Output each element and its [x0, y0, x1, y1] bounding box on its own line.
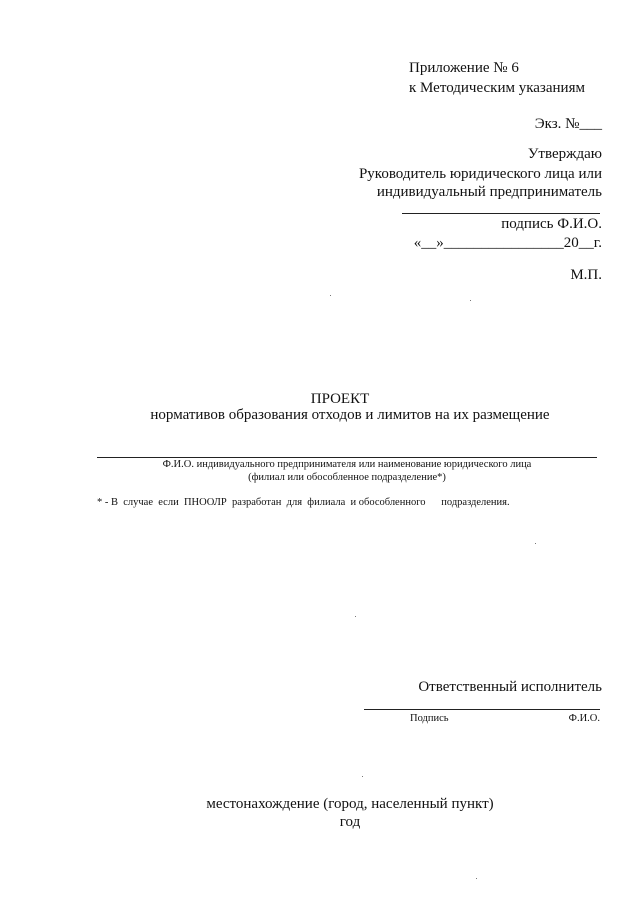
head-title-line1: Руководитель юридического лица или [358, 166, 602, 182]
executor-signature-line [364, 709, 600, 710]
scan-speck [535, 543, 536, 544]
seal-mark: М.П. [570, 267, 602, 283]
location-caption: местонахождение (город, населенный пункт) [206, 796, 494, 812]
scan-speck [330, 295, 331, 296]
appendix-reference: к Методическим указаниям [409, 80, 585, 96]
scan-speck [470, 300, 471, 301]
footnote: * - В случае если ПНООЛР разработан для филиала и обособленного подразделения. [97, 497, 510, 508]
scan-speck [355, 616, 356, 617]
executor-title: Ответственный исполнитель [418, 679, 602, 695]
entity-subcaption: (филиал или обособленное подразделение*) [248, 472, 446, 483]
appendix-number: Приложение № 6 [409, 60, 519, 76]
executor-name-label: Ф.И.О. [568, 713, 600, 724]
document-title: ПРОЕКТ [310, 391, 370, 407]
entity-caption: Ф.И.О. индивидуального предпринимателя или наименование юридического лица [162, 459, 532, 470]
signature-line [402, 213, 600, 214]
approve-label: Утверждаю [527, 146, 602, 162]
year-caption: год [339, 814, 361, 830]
copy-number: Экз. №___ [534, 116, 602, 132]
document-subtitle: нормативов образования отходов и лимитов на их размещение [150, 407, 550, 423]
executor-signature-label: Подпись [410, 713, 449, 724]
scan-speck [362, 776, 363, 777]
scan-speck [476, 878, 477, 879]
head-title-line2: индивидуальный предприниматель [376, 184, 602, 200]
signature-caption: подпись Ф.И.О. [501, 216, 602, 232]
entity-name-line [97, 457, 597, 458]
approval-date: «__»________________20__г. [413, 235, 602, 251]
